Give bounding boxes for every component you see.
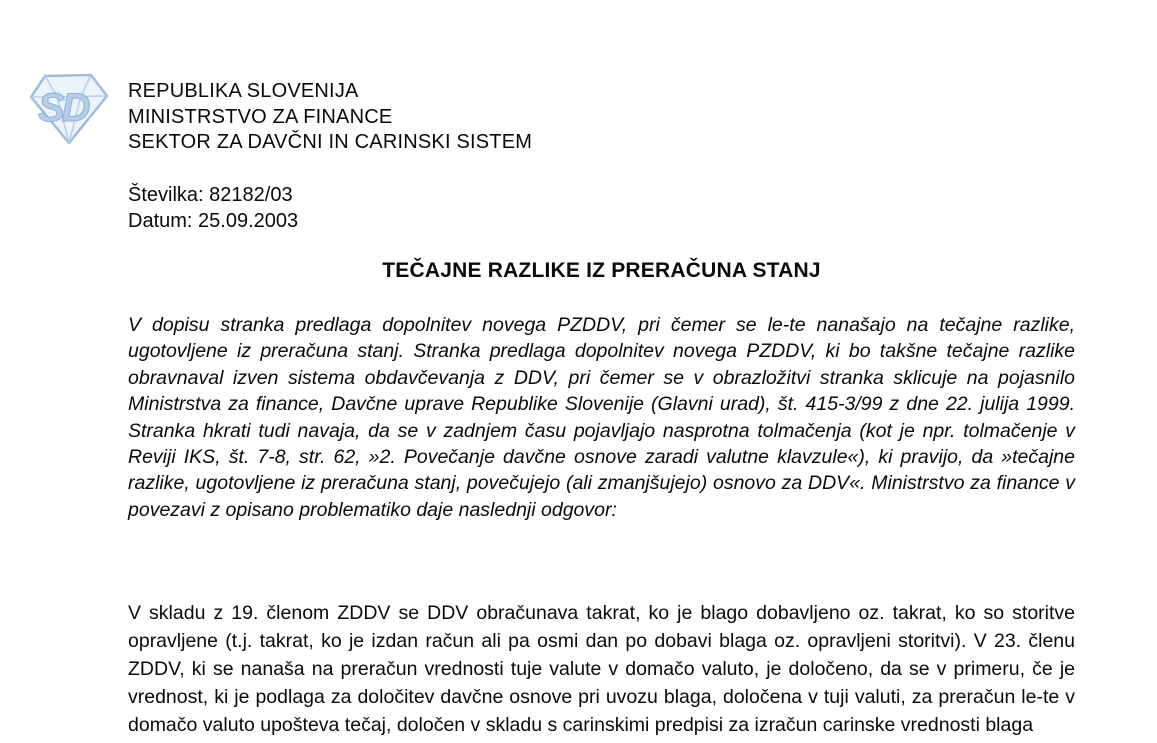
- document-date-line: [128, 208, 298, 234]
- letterhead-line-sector: SEKTOR ZA DAVČNI IN CARINSKI SISTEM: [128, 131, 533, 153]
- document-number-value: 82182/03: [209, 184, 293, 206]
- document-meta: [128, 182, 298, 234]
- document-date-value: 25.09.2003: [198, 210, 299, 232]
- ministry-diamond-logo-icon: [28, 71, 110, 147]
- document-number-line: [128, 182, 298, 208]
- document-date-label: Datum:: [128, 210, 193, 232]
- letterhead-line-ministry: MINISTRSTVO ZA FINANCE: [128, 105, 393, 128]
- svg-text:SD: SD: [38, 86, 88, 130]
- letterhead-line-republic: REPUBLIKA SLOVENIJA: [128, 80, 359, 102]
- document-number-label: Številka:: [128, 184, 204, 206]
- paragraph-party-request: V dopisu stranka predlaga dopolnitev novega PZDDV, pri čemer se le-te nanašajo na tečajne razlike, ugotovljene iz preračuna stanj. Stranka predlaga dopolnitev novega PZDDV, ki bo takšne tečajne razlike obravnaval izven sistema obdavčevanja z DDV, pri čemer se v obrazložitvi stranka sklicuje na pojasnilo Ministrstva za finance, Davčne uprave Republike Slovenije (Glavni urad), št. 415-3/99 z dne 22. julija 1999. Stranka hkrati tudi navaja, da se v zadnjem času pojavljajo nasprotna tolmačenja (kot je npr. tolmačenje v Reviji IKS, št. 7-8, str. 62, »2. Povečanje davčne osnove zaradi valutne klavzule«), ki pravijo, da »tečajne razlike, ugotovljene iz preračuna stanj, povečujejo (ali zmanjšujejo) osnovo za DDV«. Ministrstvo za finance v povezavi z opisano problematiko daje naslednji odgovor:: [128, 314, 1075, 521]
- letterhead: [128, 79, 532, 156]
- paragraph-ministry-answer: V skladu z 19. členom ZDDV se DDV obračunava takrat, ko je blago dobavljeno oz. takrat, ko so storitve opravljene (t.j. takrat, ko je izdan račun ali pa osmi dan po dobavi blaga oz. opravljeni storitvi). V 23. členu ZDDV, ki se nanaša na preračun vrednosti tuje valute v domačo valuto, je določeno, da se v primeru, če je vrednost, ki je podlaga za določitev davčne osnove pri uvozu blaga, določena v tuji valuti, za preračun le-te v domačo valuto upošteva tečaj, določen v skladu s carinskimi predpisi za izračun carinske vrednosti blaga: [128, 602, 1075, 736]
- document-title: TEČAJNE RAZLIKE IZ PRERAČUNA STANJ: [382, 259, 821, 282]
